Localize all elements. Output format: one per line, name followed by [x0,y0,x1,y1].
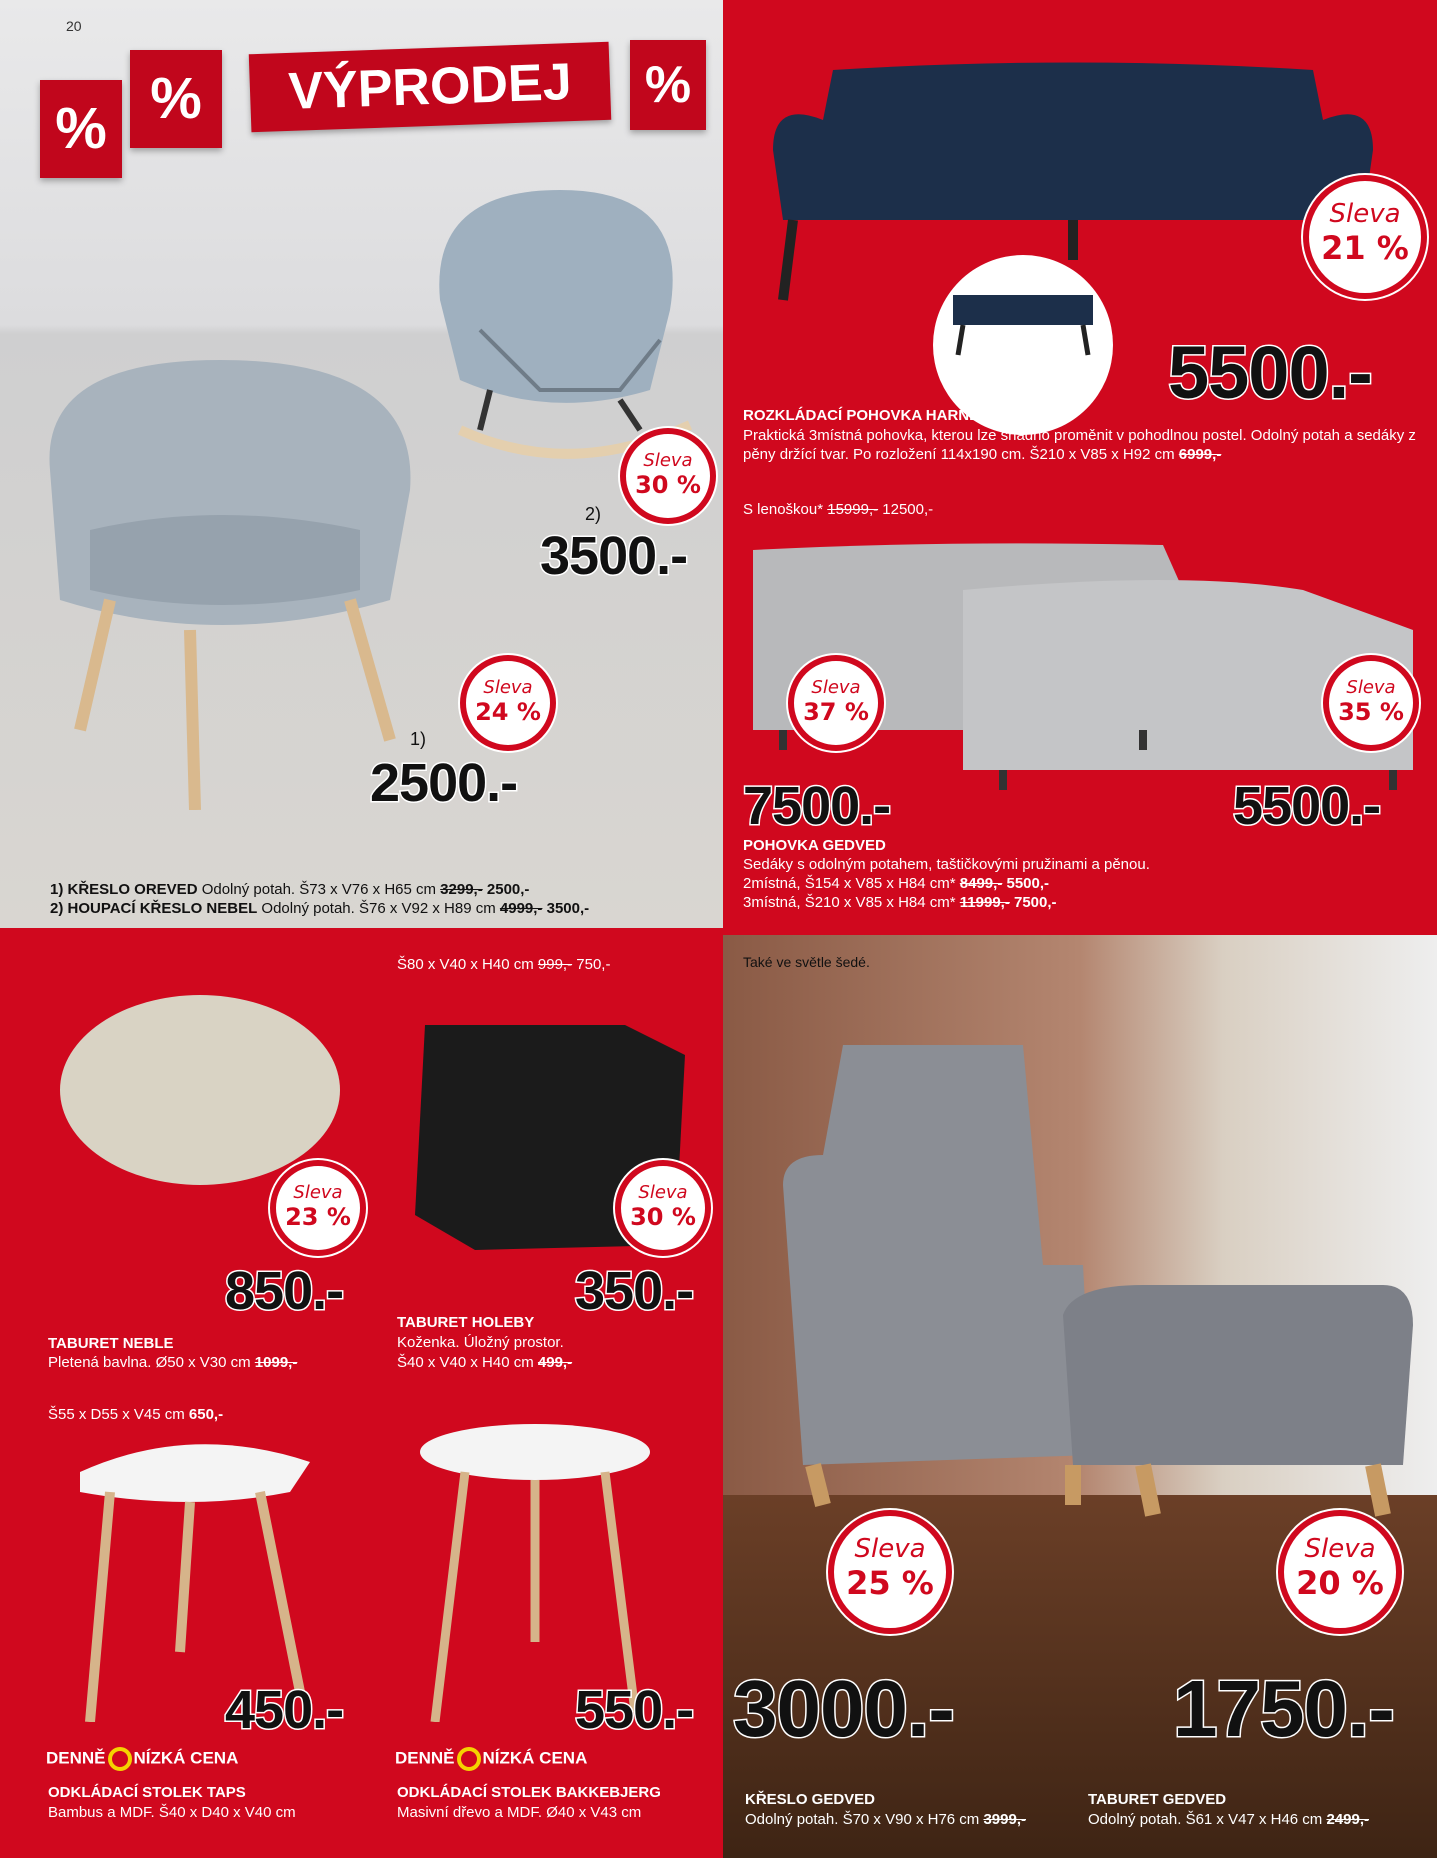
gedved-sofa-line-2: 2místná, Š154 x V85 x H84 cm* 8499,- 5500,- [743,875,1050,892]
bakkebjerg-desc: Masivní dřevo a MDF. Ø40 x V43 cm [397,1804,642,1821]
gedved-sofa-line-3: 3místná, Š210 x V85 x H84 cm* 11999,- 7500,- [743,894,1057,911]
gedved-chair-top-note: Také ve světle šedé. [743,954,870,970]
gedved-sofa-panel [723,490,1437,928]
harndrup-panel [723,0,1437,490]
banner-title: VÝPRODEJ [249,42,612,133]
price-bakkebjerg: 550.- [575,1680,694,1740]
marker-2: 2) [585,504,602,524]
percent-tag-3: % [630,40,706,130]
price-gedved-left: 7500.- [743,776,891,836]
percent-tag-2: % [130,50,222,148]
discount-badge-gedved-chair: Sleva 25 % [828,1510,952,1634]
holeby-panel [375,935,715,1390]
chair-gedved-image [743,1035,1423,1555]
holeby-title: TABURET HOLEBY [397,1314,535,1331]
price-taps: 450.- [225,1680,344,1740]
neble-desc: Pletená bavlna. Ø50 x V30 cm 1099,- [48,1354,298,1371]
price-harndrup: 5500.- [1168,331,1372,414]
price-gedved-chair: 3000.- [733,1664,954,1753]
holeby-desc-2: Š40 x V40 x H40 cm 499,- [397,1354,573,1371]
discount-badge-holeby: Sleva 30 % [615,1160,711,1256]
denne-ring-icon [457,1747,481,1771]
price-gedved-stool: 1750.- [1173,1664,1394,1753]
price-holeby: 350.- [575,1261,694,1321]
gedved-sofa-desc: Sedáky s odolným potahem, taštičkovými pružinami a pěnou. [743,856,1150,873]
taps-top-note: Š55 x D55 x V45 cm 650,- [48,1406,224,1423]
denne-nizka-cena-taps: DENNĚ NÍZKÁ CENA [46,1747,238,1771]
bakkebjerg-panel [375,1397,715,1858]
denne-nizka-cena-bakkebjerg: DENNĚ NÍZKÁ CENA [395,1747,587,1771]
holeby-desc-1: Koženka. Úložný prostor. [397,1334,564,1351]
armchair-oreved-image [20,350,440,810]
gedved-stool-desc: Odolný potah. Š61 x V47 x H46 cm 2499,- [1088,1811,1370,1828]
discount-badge-neble: Sleva 23 % [270,1160,366,1256]
taps-panel [0,1397,368,1858]
discount-badge-harndrup: Sleva 21 % [1303,175,1427,299]
neble-panel [0,935,368,1390]
chair-info-line-2: 2) HOUPACÍ KŘESLO NEBEL Odolný potah. Š76 x V92 x H89 cm 4999,- 3500,- [50,900,590,917]
taps-title: ODKLÁDACÍ STOLEK TAPS [48,1784,246,1801]
gedved-chair-title: KŘESLO GEDVED [745,1791,876,1808]
bakkebjerg-title: ODKLÁDACÍ STOLEK BAKKEBJERG [397,1784,661,1801]
harndrup-desc: Praktická 3místná pohovka, kterou lze snadno proměnit v pohodlnou postel. Odolný potah a sedáky z pěny držící tvar. Po rozložení 114x190 cm. Š210 x V85 x H92 cm 6999,- [743,427,1416,463]
price-gedved-right: 5500.- [1233,776,1381,836]
discount-badge-gedved-stool: Sleva 20 % [1278,1510,1402,1634]
discount-badge-gedved-left: Sleva 37 % [788,655,884,751]
gedved-sofa-title: POHOVKA GEDVED [743,837,886,854]
price-neble: 850.- [225,1261,344,1321]
page-number: 20 [66,18,82,34]
holeby-top-note: Š80 x V40 x H40 cm 999,- 750,- [397,956,611,973]
price-oreved: 2500.- [370,753,518,813]
neble-title: TABURET NEBLE [48,1335,174,1352]
gedved-chair-desc: Odolný potah. Š70 x V90 x H76 cm 3999,- [745,1811,1027,1828]
denne-ring-icon [108,1747,132,1771]
discount-badge-gedved-right: Sleva 35 % [1323,655,1419,751]
marker-1: 1) [410,729,427,749]
table-bakkebjerg-image [415,1422,655,1722]
discount-badge-nebel: Sleva 30 % [620,428,716,524]
chair-info-line-1: 1) KŘESLO OREVED Odolný potah. Š73 x V76 x H65 cm 3299,- 2500,- [50,881,530,898]
harndrup-title: ROZKLÁDACÍ POHOVKA HARNDRUP [743,407,1012,424]
chairs-panel [0,0,723,928]
gedved-chair-panel [723,935,1437,1858]
taps-desc: Bambus a MDF. Š40 x D40 x V40 cm [48,1804,296,1821]
discount-badge-oreved: Sleva 24 % [460,655,556,751]
gedved-stool-title: TABURET GEDVED [1088,1791,1227,1808]
percent-tag-1: % [40,80,122,178]
pouf-neble-image [50,990,350,1190]
price-nebel: 3500.- [540,526,688,586]
lenoskou-note: S lenoškou* 15999,- 12500,- [743,501,934,518]
